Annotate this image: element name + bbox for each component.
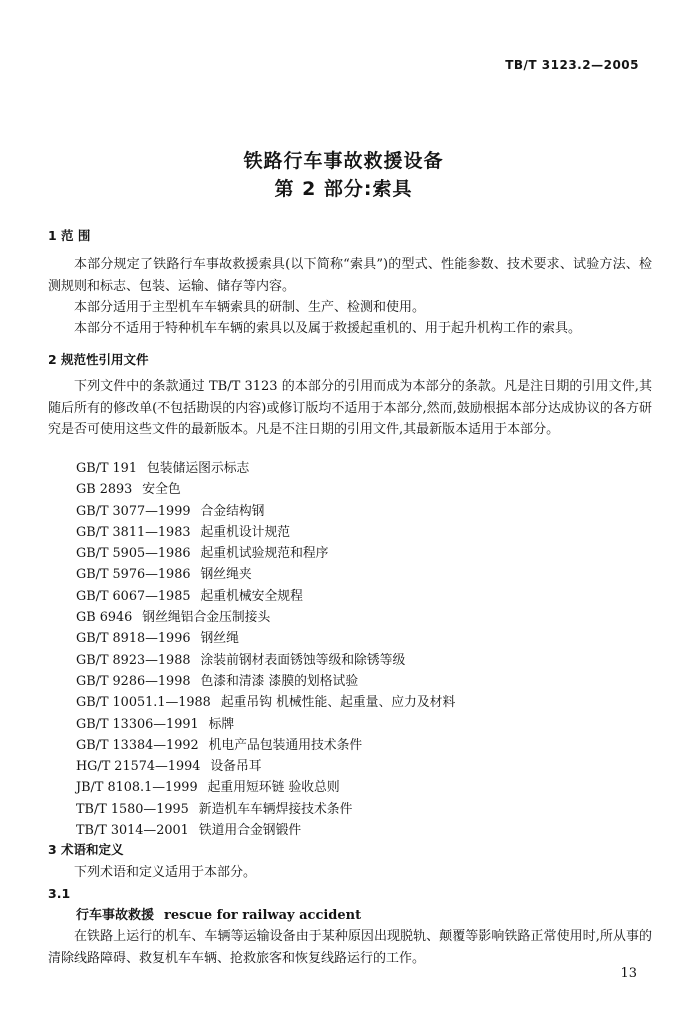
document-subtitle: 第 2 部分:索具	[274, 178, 413, 200]
reference-title: 新造机车车辆焊接技术条件	[198, 801, 353, 817]
reference-item	[76, 714, 455, 735]
reference-item	[76, 543, 455, 564]
reference-title: 起重机设计规范	[200, 524, 291, 540]
reference-title: 包装储运图示标志	[146, 461, 250, 476]
section-2-heading: 2 规范性引用文件	[48, 352, 149, 367]
page-number: 13	[620, 966, 637, 981]
reference-title: 涂装前钢材表面锈蚀等级和除锈等级	[200, 652, 406, 668]
reference-item	[76, 799, 455, 820]
section-3-intro: 下列术语和定义适用于本部分。	[74, 865, 257, 880]
reference-code: GB/T 8918—1996	[76, 631, 191, 647]
reference-code: GB/T 10051.1—1988	[76, 695, 211, 711]
reference-item	[76, 735, 455, 756]
reference-item	[76, 564, 455, 585]
term-entry	[76, 904, 361, 923]
reference-code: GB/T 9286—1998	[76, 673, 191, 689]
reference-title: 设备吊耳	[210, 759, 262, 775]
reference-code: GB/T 13384—1992	[76, 737, 199, 753]
reference-title: 起重机试验规范和程序	[200, 546, 329, 562]
section-1-paragraph: 本部分适用于主型机车车辆索具的研制、生产、检测和使用。	[74, 300, 426, 315]
standard-code: TB/T 3123.2—2005	[505, 58, 639, 72]
clause-number: 3.1	[48, 886, 71, 901]
reference-item	[76, 607, 455, 628]
reference-item	[76, 777, 455, 798]
reference-title: 机电产品包装通用技术条件	[208, 737, 363, 753]
reference-title: 起重吊钩 机械性能、起重量、应力及材料	[220, 695, 456, 711]
reference-title: 起重机械安全规程	[200, 588, 303, 604]
reference-item	[76, 628, 455, 649]
section-1-heading: 1 范 围	[48, 228, 91, 243]
term-chinese: 行车事故救援	[76, 908, 155, 923]
term-english: rescue for railway accident	[164, 908, 362, 923]
reference-code: GB/T 6067—1985	[76, 588, 191, 604]
reference-code: TB/T 1580—1995	[76, 801, 189, 817]
reference-code: JB/T 8108.1—1999	[76, 780, 198, 796]
term-definition: 在铁路上运行的机车、车辆等运输设备由于某种原因出现脱轨、颠覆等影响铁路正常使用时,所从事的清除线路障碍、救复机车车辆、抢救旅客和恢复线路运行的工作。	[48, 929, 652, 966]
reference-item	[76, 692, 455, 713]
reference-title: 安全色	[142, 482, 181, 498]
reference-item	[76, 671, 455, 692]
reference-item	[76, 650, 455, 671]
section-3-heading: 3 术语和定义	[48, 842, 124, 857]
reference-code: GB 6946	[76, 610, 133, 626]
reference-title: 铁道用合金钢锻件	[198, 823, 302, 839]
reference-item	[76, 586, 455, 607]
reference-code: GB/T 13306—1991	[76, 716, 199, 732]
reference-item	[76, 756, 455, 777]
reference-code: GB/T 3077—1999	[76, 503, 191, 519]
reference-title: 合金结构钢	[200, 503, 265, 519]
reference-code: GB/T 191	[76, 461, 137, 476]
reference-item	[76, 501, 455, 522]
reference-item	[76, 479, 455, 500]
reference-code: GB/T 8923—1988	[76, 652, 191, 668]
reference-title: 钢丝绳夹	[200, 567, 252, 583]
reference-code: HG/T 21574—1994	[76, 759, 201, 775]
reference-title: 色漆和清漆 漆膜的划格试验	[200, 673, 359, 689]
normative-reference-list	[76, 458, 455, 841]
reference-title: 钢丝绳	[200, 631, 239, 647]
reference-title: 钢丝绳铝合金压制接头	[142, 610, 271, 626]
reference-code: GB 2893	[76, 482, 133, 498]
reference-code: GB/T 5905—1986	[76, 546, 191, 562]
reference-item	[76, 522, 455, 543]
reference-code: GB/T 3811—1983	[76, 524, 191, 540]
section-1-paragraph: 本部分不适用于特种机车车辆的索具以及属于救援起重机的、用于起升机构工作的索具。	[74, 321, 582, 336]
reference-item	[76, 458, 455, 479]
reference-code: GB/T 5976—1986	[76, 567, 191, 583]
section-2-intro: 下列文件中的条款通过 TB/T 3123 的本部分的引用而成为本部分的条款。凡是注日期的引用文件,其随后所有的修改单(不包括勘误的内容)或修订版均不适用于本部分,然而,鼓励根据本部分达成协议的各方研究是否可使用这些文件的最新版本。凡是不注日期的引用文件,其最新版本适用于本部分。	[48, 379, 652, 437]
document-title: 铁路行车事故救援设备	[243, 150, 444, 172]
reference-item	[76, 820, 455, 841]
reference-title: 起重用短环链 验收总则	[207, 780, 340, 796]
reference-title: 标牌	[208, 716, 235, 732]
reference-code: TB/T 3014—2001	[76, 823, 189, 839]
section-1-paragraph: 本部分规定了铁路行车事故救援索具(以下简称“索具”)的型式、性能参数、技术要求、试验方法、检测规则和标志、包装、运输、储存等内容。	[48, 257, 652, 294]
